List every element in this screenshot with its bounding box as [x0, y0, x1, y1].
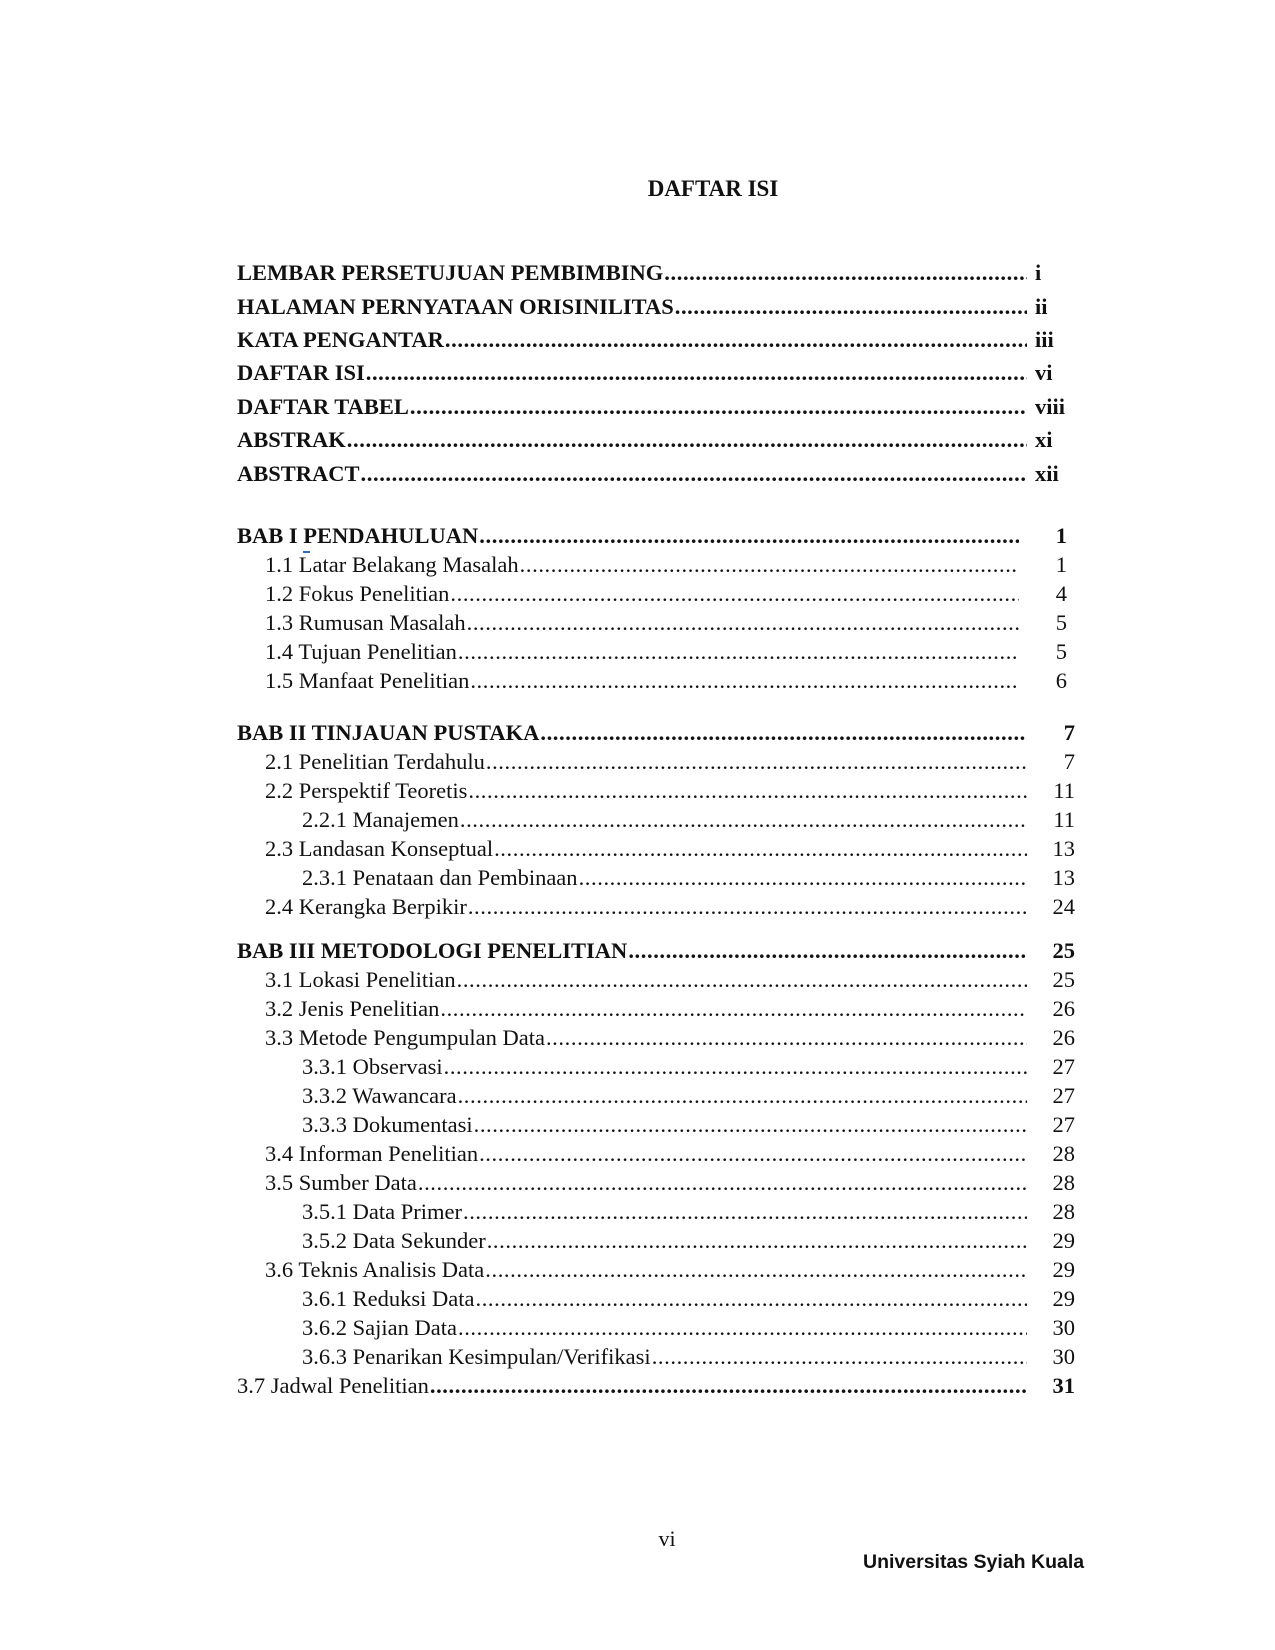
dot-leader [479, 1141, 1027, 1167]
dot-leader [494, 836, 1027, 862]
dot-leader [458, 1083, 1027, 1109]
toc-entry[interactable] [302, 1315, 1075, 1343]
dot-leader [458, 1315, 1027, 1341]
chapter-heading[interactable] [237, 523, 1067, 551]
toc-entry-page: 1 [1055, 523, 1067, 548]
toc-entry-label: 3.7 Jadwal Penelitian [237, 1373, 429, 1398]
toc-entry-page: 25 [1052, 967, 1075, 992]
dot-leader [628, 938, 1027, 964]
toc-entry-label: 3.3 Metode Pengumpulan Data [265, 1025, 545, 1050]
chapter-heading[interactable] [237, 720, 1075, 748]
toc-entry-page: 28 [1052, 1141, 1075, 1166]
toc-entry[interactable] [302, 1083, 1075, 1111]
toc-entry-page: 11 [1053, 807, 1075, 832]
dot-leader [430, 1373, 1027, 1399]
toc-entry[interactable] [265, 778, 1075, 806]
dot-leader [418, 1170, 1027, 1196]
toc-entry-label: 3.6.1 Reduksi Data [302, 1286, 475, 1311]
dot-leader [444, 1054, 1027, 1080]
toc-entry-page: 30 [1052, 1315, 1075, 1340]
toc-entry-label: 3.3.3 Dokumentasi [302, 1112, 473, 1137]
toc-entry-label: 2.2.1 Manajemen [302, 807, 459, 832]
toc-entry[interactable] [265, 1025, 1075, 1053]
toc-entry-page: 1 [1055, 552, 1067, 577]
toc-entry-label: 3.5.1 Data Primer [302, 1199, 462, 1224]
toc-entry[interactable] [237, 1373, 1075, 1401]
toc-entry[interactable] [265, 996, 1075, 1024]
dot-leader [470, 668, 1019, 694]
toc-entry[interactable] [265, 1257, 1075, 1285]
toc-entry-page: 7 [1063, 720, 1075, 745]
toc-entry-page: 27 [1052, 1054, 1075, 1079]
dot-leader [468, 778, 1027, 804]
toc-entry-page: 25 [1052, 938, 1075, 963]
toc-entry[interactable] [302, 1344, 1075, 1372]
toc-entry[interactable] [237, 294, 1048, 322]
toc-entry[interactable] [265, 610, 1067, 638]
toc-entry-label: KATA PENGANTAR [237, 327, 444, 352]
toc-entry-label: 2.2 Perspektif Teoretis [265, 778, 468, 803]
dot-leader [487, 1228, 1027, 1254]
toc-entry-label: DAFTAR TABEL [237, 394, 409, 419]
toc-entry[interactable] [265, 967, 1075, 995]
toc-entry-label: 3.6 Teknis Analisis Data [265, 1257, 485, 1282]
dot-leader [450, 581, 1019, 607]
toc-entry-page: 26 [1052, 996, 1075, 1021]
toc-entry[interactable] [265, 894, 1075, 922]
toc-entry-page: 29 [1052, 1228, 1075, 1253]
dot-leader [675, 294, 1027, 320]
toc-entry-page: 7 [1063, 749, 1075, 774]
dot-leader [468, 894, 1027, 920]
toc-entry-page: xii [1035, 461, 1059, 486]
toc-entry-page: 11 [1053, 778, 1075, 803]
toc-entry-page: ii [1035, 294, 1048, 319]
dot-leader [664, 260, 1027, 286]
toc-entry[interactable] [237, 427, 1053, 455]
toc-entry-label: LEMBAR PERSETUJUAN PEMBIMBING [237, 260, 664, 285]
toc-entry-page: 27 [1052, 1112, 1075, 1137]
toc-entry-label: HALAMAN PERNYATAAN ORISINILITAS [237, 294, 674, 319]
toc-entry[interactable] [265, 1141, 1075, 1169]
toc-entry[interactable] [265, 749, 1075, 777]
toc-entry-label: 2.1 Penelitian Terdahulu [265, 749, 485, 774]
toc-entry-page: 29 [1052, 1286, 1075, 1311]
toc-entry-page: viii [1035, 394, 1066, 419]
dot-leader [463, 1199, 1027, 1225]
toc-entry[interactable] [265, 1170, 1075, 1198]
toc-entry-label: 3.6.2 Sajian Data [302, 1315, 457, 1340]
dot-leader [347, 427, 1027, 453]
dot-leader [460, 807, 1027, 833]
toc-entry-label: 1.2 Fokus Penelitian [265, 581, 450, 606]
toc-entry-label: 3.2 Jenis Penelitian [265, 996, 440, 1021]
toc-entry[interactable] [265, 581, 1067, 609]
dot-leader [474, 1112, 1027, 1138]
toc-entry[interactable] [237, 394, 1066, 422]
toc-entry-label: BAB I PENDAHULUAN [237, 523, 479, 548]
toc-entry-page: 28 [1052, 1170, 1075, 1195]
chapter-heading[interactable] [237, 938, 1075, 966]
toc-entry[interactable] [237, 260, 1042, 288]
toc-entry-page: 31 [1052, 1373, 1075, 1398]
dot-leader [546, 1025, 1027, 1051]
toc-entry[interactable] [302, 1286, 1075, 1314]
toc-entry-page: 13 [1052, 865, 1075, 890]
toc-entry[interactable] [237, 461, 1059, 489]
toc-entry[interactable] [265, 552, 1067, 580]
toc-entry-label: 2.3.1 Penataan dan Pembinaan [302, 865, 578, 890]
toc-entry-page: 28 [1052, 1199, 1075, 1224]
dot-leader [457, 967, 1027, 993]
toc-entry-label: 1.1 Latar Belakang Masalah [265, 552, 519, 577]
dot-leader [445, 327, 1027, 353]
dot-leader [579, 865, 1027, 891]
toc-entry[interactable] [237, 360, 1053, 388]
toc-entry[interactable] [265, 668, 1067, 696]
toc-entry-label: 3.5.2 Data Sekunder [302, 1228, 486, 1253]
toc-entry-label: DAFTAR ISI [237, 360, 365, 385]
dot-leader [467, 610, 1019, 636]
dot-leader [361, 461, 1027, 487]
toc-entry-page: 27 [1052, 1083, 1075, 1108]
toc-entry-label: BAB III METODOLOGI PENELITIAN [237, 938, 628, 963]
toc-entry-label: BAB II TINJAUAN PUSTAKA [237, 720, 540, 745]
toc-entry-page: 30 [1052, 1344, 1075, 1369]
dot-leader [366, 360, 1027, 386]
toc-entry-page: xi [1035, 427, 1053, 452]
toc-entry[interactable] [302, 1054, 1075, 1082]
dot-leader [475, 1286, 1027, 1312]
toc-entry-label: 3.3.1 Observasi [302, 1054, 443, 1079]
toc-entry-label: 1.3 Rumusan Masalah [265, 610, 466, 635]
toc-entry-page: 5 [1055, 610, 1067, 635]
dot-leader [652, 1344, 1027, 1370]
toc-entry[interactable] [265, 639, 1067, 667]
toc-entry[interactable] [302, 1112, 1075, 1140]
toc-entry[interactable] [265, 836, 1075, 864]
toc-entry-page: 6 [1055, 668, 1067, 693]
toc-entry-page: i [1035, 260, 1042, 285]
toc-entry[interactable] [302, 807, 1075, 835]
toc-entry-label: 1.5 Manfaat Penelitian [265, 668, 470, 693]
institution-footer: Universitas Syiah Kuala [863, 1551, 1085, 1573]
toc-entry-label: ABSTRAK [237, 427, 346, 452]
toc-entry-label: 3.6.3 Penarikan Kesimpulan/Verifikasi [302, 1344, 651, 1369]
toc-entry-page: 5 [1055, 639, 1067, 664]
toc-entry-page: 4 [1055, 581, 1067, 606]
page-title: DAFTAR ISI [647, 176, 779, 201]
toc-entry-page: 13 [1052, 836, 1075, 861]
dot-leader [485, 1257, 1027, 1283]
toc-entry-label: 3.3.2 Wawancara [302, 1083, 457, 1108]
toc-entry-page: 24 [1052, 894, 1075, 919]
dot-leader [520, 552, 1019, 578]
dot-leader [440, 996, 1027, 1022]
toc-entry-label: 3.4 Informan Penelitian [265, 1141, 479, 1166]
toc-entry-label: 3.1 Lokasi Penelitian [265, 967, 456, 992]
toc-entry-page: 29 [1052, 1257, 1075, 1282]
dot-leader [479, 523, 1019, 549]
toc-entry[interactable] [237, 327, 1054, 355]
toc-entry[interactable] [302, 1199, 1075, 1227]
page-number: vi [658, 1526, 676, 1551]
toc-entry-page: 26 [1052, 1025, 1075, 1050]
dot-leader [540, 720, 1027, 746]
toc-entry-page: iii [1035, 327, 1054, 352]
toc-entry-label: 1.4 Tujuan Penelitian [265, 639, 457, 664]
toc-entry[interactable] [302, 1228, 1075, 1256]
toc-entry-label: 3.5 Sumber Data [265, 1170, 417, 1195]
toc-entry-label: ABSTRACT [237, 461, 360, 486]
toc-entry[interactable] [302, 865, 1075, 893]
toc-entry-label: 2.4 Kerangka Berpikir [265, 894, 467, 919]
dot-leader [458, 639, 1019, 665]
dot-leader [486, 749, 1027, 775]
toc-entry-label: 2.3 Landasan Konseptual [265, 836, 494, 861]
toc-entry-page: vi [1035, 360, 1053, 385]
dot-leader [410, 394, 1027, 420]
